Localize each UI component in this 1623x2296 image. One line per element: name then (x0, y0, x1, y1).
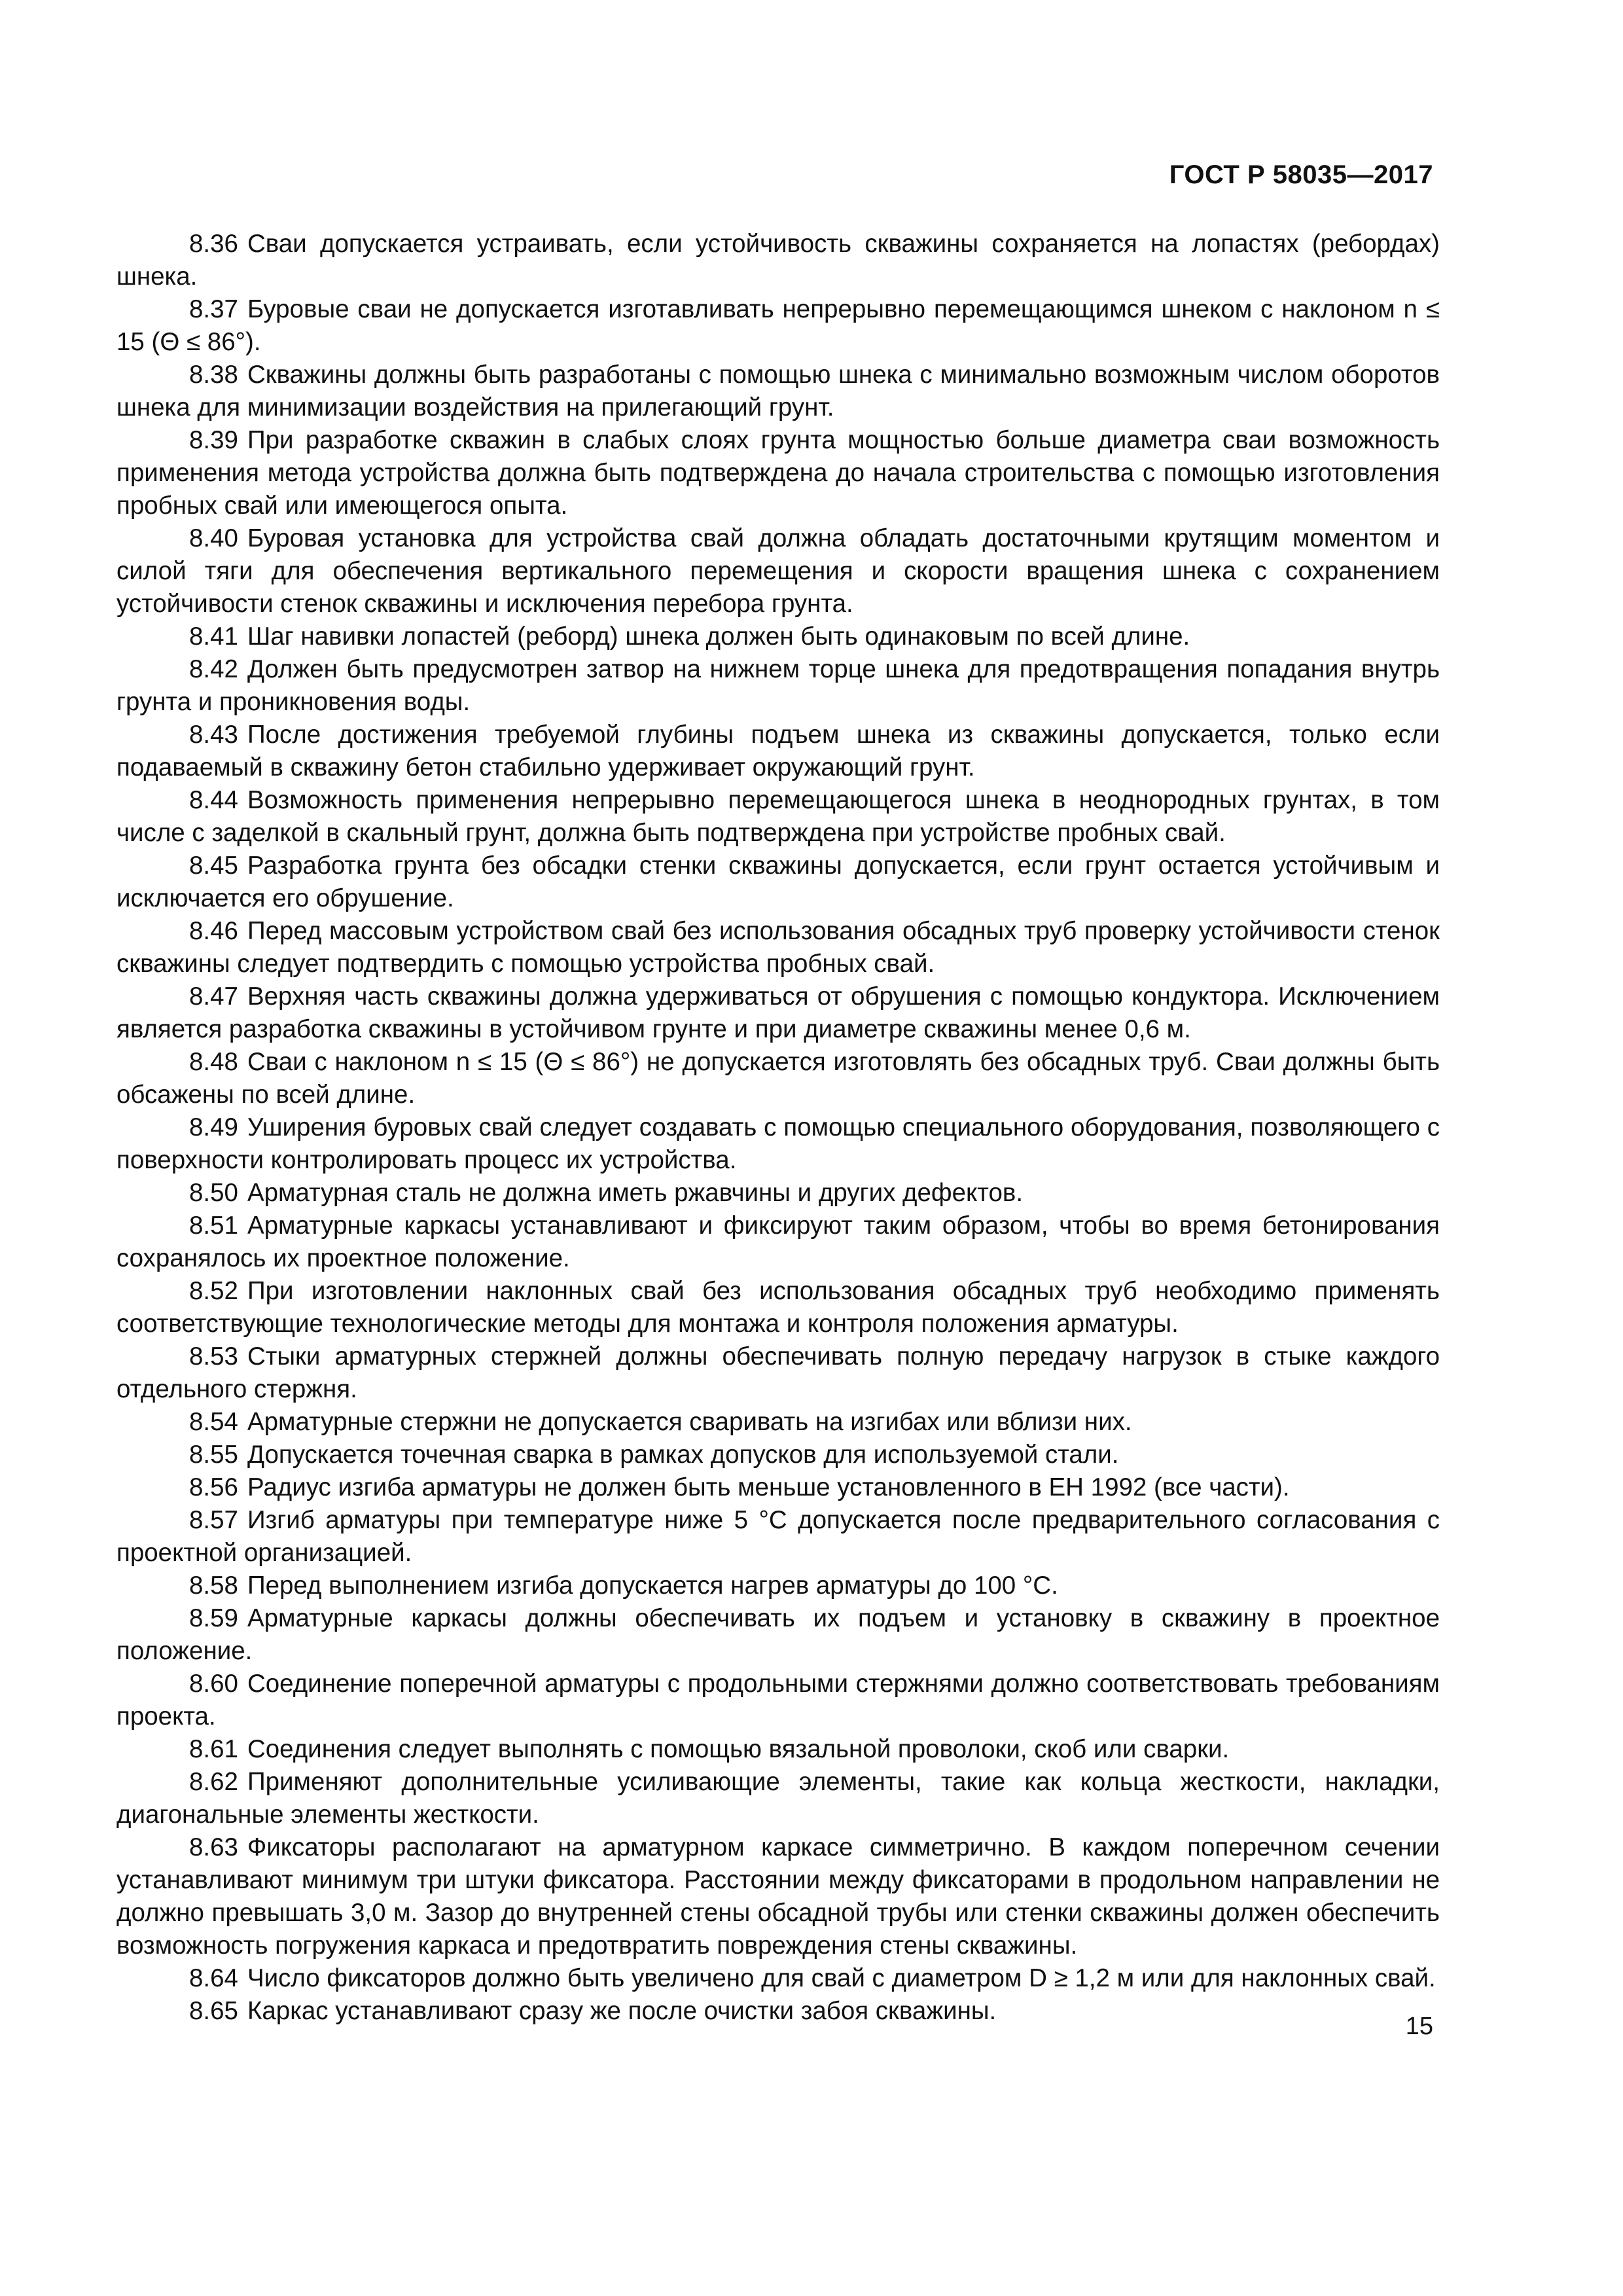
paragraph-text: Изгиб арматуры при температуре ниже 5 °С допускается после предварительного согласования с проектной организацией. (116, 1506, 1440, 1567)
paragraph-number: 8.46 (189, 917, 238, 945)
paragraph-text: Соединение поперечной арматуры с продольными стержнями должно соответствовать требованиям проекта. (116, 1670, 1440, 1731)
paragraph-text: Перед выполнением изгиба допускается нагрев арматуры до 100 °С. (247, 1571, 1058, 1600)
paragraph-8-62 (116, 1766, 1440, 1831)
paragraph-number: 8.51 (189, 1211, 238, 1240)
paragraph-8-45 (116, 850, 1440, 915)
paragraph-number: 8.55 (189, 1441, 238, 1469)
paragraph-8-54 (116, 1406, 1440, 1439)
paragraph-8-57 (116, 1504, 1440, 1570)
paragraph-8-46 (116, 915, 1440, 980)
paragraph-number: 8.49 (189, 1113, 238, 1141)
paragraph-8-47 (116, 980, 1440, 1046)
paragraph-number: 8.38 (189, 361, 238, 389)
paragraph-text: Арматурная сталь не должна иметь ржавчины и других дефектов. (247, 1179, 1024, 1207)
paragraph-number: 8.41 (189, 622, 238, 651)
paragraph-text: Буровые сваи не допускается изготавливать непрерывно перемещающимся шнеком с наклоном n ≤ 15 (Θ ≤ 86°). (116, 295, 1440, 356)
document-code-header: ГОСТ Р 58035—2017 (1169, 160, 1433, 189)
paragraph-text: Стыки арматурных стержней должны обеспечивать полную передачу нагрузок в стыке каждого отдельного стержня. (116, 1342, 1440, 1403)
paragraph-text: Фиксаторы располагают на арматурном каркасе симметрично. В каждом поперечном сечении устанавливают минимум три штуки фиксатора. Расстоянии между фиксаторами в продольном направлении не должно превышать 3,0 м. Зазор до внутренней стены обсадной трубы или стенки скважины должен обеспечить возможность погружения каркаса и предотвратить повреждения стены скважины. (116, 1833, 1440, 1960)
paragraph-text: Радиус изгиба арматуры не должен быть меньше установленного в ЕН 1992 (все части). (247, 1473, 1290, 1501)
paragraph-number: 8.56 (189, 1473, 238, 1501)
paragraph-text: Арматурные стержни не допускается сваривать на изгибах или вблизи них. (247, 1408, 1132, 1436)
paragraph-number: 8.65 (189, 1997, 238, 2025)
paragraph-text: При разработке скважин в слабых слоях грунта мощностью больше диаметра сваи возможность применения метода устройства должна быть подтверждена до начала строительства с помощью изготовления пробных свай или имеющегося опыта. (116, 426, 1440, 520)
paragraph-8-43 (116, 719, 1440, 784)
paragraph-number: 8.50 (189, 1179, 238, 1207)
paragraph-number: 8.60 (189, 1670, 238, 1698)
paragraph-number: 8.36 (189, 230, 238, 258)
paragraph-8-44 (116, 784, 1440, 850)
paragraph-8-42 (116, 653, 1440, 719)
paragraph-text: Число фиксаторов должно быть увеличено для свай с диаметром D ≥ 1,2 м или для наклонных свай. (247, 1964, 1436, 1992)
paragraph-8-55 (116, 1439, 1440, 1471)
paragraph-text: Верхняя часть скважины должна удерживаться от обрушения с помощью кондуктора. Исключением является разработка скважины в устойчивом грунте и при диаметре скважины менее 0,6 м. (116, 982, 1440, 1043)
paragraph-8-59 (116, 1602, 1440, 1668)
paragraph-number: 8.62 (189, 1768, 238, 1796)
paragraph-number: 8.43 (189, 721, 238, 749)
paragraph-number: 8.61 (189, 1735, 238, 1763)
paragraph-text: Должен быть предусмотрен затвор на нижнем торце шнека для предотвращения попадания внутрь грунта и проникновения воды. (116, 655, 1440, 716)
paragraph-text: После достижения требуемой глубины подъем шнека из скважины допускается, только если подаваемый в скважину бетон стабильно удерживает окружающий грунт. (116, 721, 1440, 781)
paragraph-8-36 (116, 228, 1440, 293)
paragraph-8-38 (116, 359, 1440, 424)
paragraph-text: Перед массовым устройством свай без использования обсадных труб проверку устойчивости стенок скважины следует подтвердить с помощью устройства пробных свай. (116, 917, 1440, 978)
paragraph-number: 8.59 (189, 1604, 238, 1632)
paragraph-number: 8.45 (189, 852, 238, 880)
paragraph-number: 8.42 (189, 655, 238, 683)
paragraph-text: Арматурные каркасы устанавливают и фиксируют таким образом, чтобы во время бетонирования сохранялось их проектное положение. (116, 1211, 1440, 1272)
paragraph-number: 8.64 (189, 1964, 238, 1992)
paragraph-8-64 (116, 1962, 1440, 1995)
paragraph-8-63 (116, 1831, 1440, 1962)
paragraph-8-56 (116, 1471, 1440, 1504)
paragraph-number: 8.44 (189, 786, 238, 814)
paragraph-number: 8.54 (189, 1408, 238, 1436)
paragraph-text: Буровая установка для устройства свай должна обладать достаточными крутящим моментом и силой тяги для обеспечения вертикального перемещения и скорости вращения шнека с сохранением устойчивости стенок скважины и исключения перебора грунта. (116, 524, 1440, 618)
paragraph-8-51 (116, 1210, 1440, 1275)
paragraph-text: Сваи допускается устраивать, если устойчивость скважины сохраняется на лопастях (ребордах) шнека. (116, 230, 1440, 291)
paragraph-text: Арматурные каркасы должны обеспечивать их подъем и установку в скважину в проектное положение. (116, 1604, 1440, 1665)
paragraph-8-60 (116, 1668, 1440, 1733)
paragraph-8-58 (116, 1570, 1440, 1602)
paragraph-8-40 (116, 522, 1440, 620)
paragraph-text: Допускается точечная сварка в рамках допусков для используемой стали. (247, 1441, 1119, 1469)
paragraph-text: Применяют дополнительные усиливающие элементы, такие как кольца жесткости, накладки, диагональные элементы жесткости. (116, 1768, 1440, 1829)
paragraph-text: Уширения буровых свай следует создавать с помощью специального оборудования, позволяющего с поверхности контролировать процесс их устройства. (116, 1113, 1440, 1174)
paragraph-8-50 (116, 1177, 1440, 1210)
paragraph-8-53 (116, 1340, 1440, 1406)
paragraph-text: Сваи с наклоном n ≤ 15 (Θ ≤ 86°) не допускается изготовлять без обсадных труб. Сваи должны быть обсажены по всей длине. (116, 1048, 1440, 1109)
paragraph-text: Соединения следует выполнять с помощью вязальной проволоки, скоб или сварки. (247, 1735, 1230, 1763)
paragraph-number: 8.37 (189, 295, 238, 323)
paragraph-number: 8.48 (189, 1048, 238, 1076)
paragraph-text: Каркас устанавливают сразу же после очистки забоя скважины. (247, 1997, 997, 2025)
paragraph-8-65 (116, 1995, 1440, 2028)
paragraph-8-41 (116, 620, 1440, 653)
paragraph-number: 8.63 (189, 1833, 238, 1861)
paragraph-number: 8.53 (189, 1342, 238, 1371)
paragraph-text: При изготовлении наклонных свай без использования обсадных труб необходимо применять соответствующие технологические методы для монтажа и контроля положения арматуры. (116, 1277, 1440, 1338)
paragraph-8-52 (116, 1275, 1440, 1340)
paragraph-8-61 (116, 1733, 1440, 1766)
paragraph-text: Разработка грунта без обсадки стенки скважины допускается, если грунт остается устойчивым и исключается его обрушение. (116, 852, 1440, 912)
paragraph-number: 8.58 (189, 1571, 238, 1600)
paragraph-number: 8.57 (189, 1506, 238, 1534)
paragraph-number: 8.47 (189, 982, 238, 1011)
page-number: 15 (1405, 2013, 1433, 2040)
paragraph-8-39 (116, 424, 1440, 522)
paragraph-8-48 (116, 1046, 1440, 1111)
document-body (116, 228, 1440, 2028)
paragraph-8-49 (116, 1111, 1440, 1177)
paragraph-text: Возможность применения непрерывно перемещающегося шнека в неоднородных грунтах, в том числе с заделкой в скальный грунт, должна быть подтверждена при устройстве пробных свай. (116, 786, 1440, 847)
paragraph-8-37 (116, 293, 1440, 359)
paragraph-number: 8.52 (189, 1277, 238, 1305)
paragraph-number: 8.39 (189, 426, 238, 454)
paragraph-text: Скважины должны быть разработаны с помощью шнека с минимально возможным числом оборотов шнека для минимизации воздействия на прилегающий грунт. (116, 361, 1440, 422)
paragraph-number: 8.40 (189, 524, 238, 552)
paragraph-text: Шаг навивки лопастей (реборд) шнека должен быть одинаковым по всей длине. (247, 622, 1190, 651)
